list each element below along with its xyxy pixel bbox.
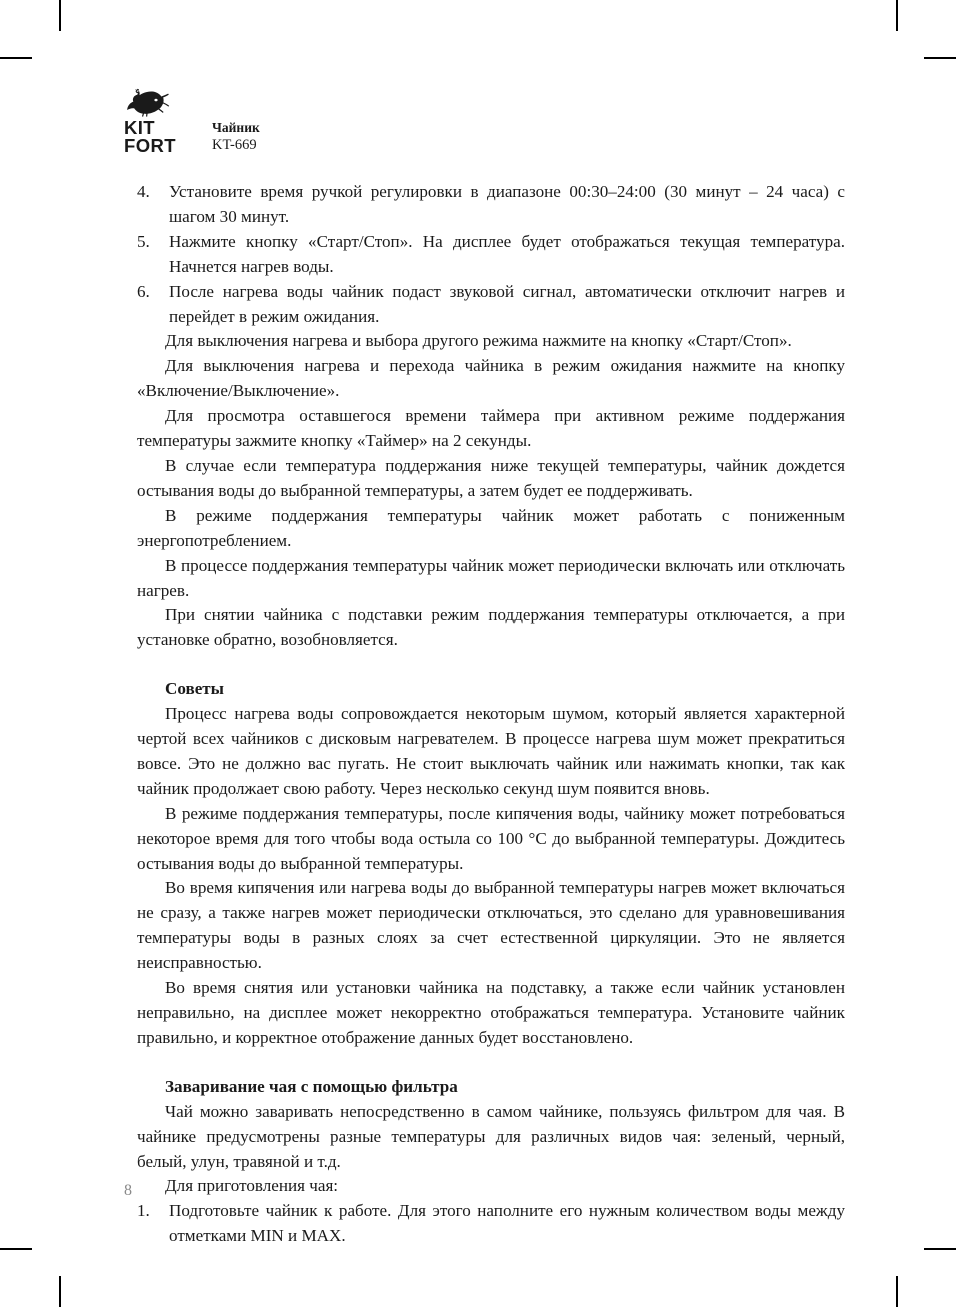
section-spacer (137, 1051, 845, 1075)
page-body (137, 180, 845, 1249)
crop-mark-top-left-vertical (59, 0, 61, 31)
list-item-number: 1. (137, 1201, 150, 1221)
paragraph: В случае если температура поддержания ниже текущей температуры, чайник дождется остывания воды до выбранной температуры, а затем будет ее поддерживать. (137, 455, 845, 500)
brand-word-kit: KIT (124, 117, 156, 138)
page-number: 8 (124, 1182, 132, 1199)
paragraph: Для выключения нагрева и перехода чайника в режим ожидания нажмите на кнопку «Включение/Выключение». (137, 356, 845, 401)
paragraph: В режиме поддержания температуры чайник может работать с пониженным энергопотреблением. (137, 505, 845, 550)
crop-mark-bottom-left-horizontal (0, 1248, 32, 1250)
paragraph: Для приготовления чая: (165, 1176, 339, 1196)
list-item-number: 6. (137, 281, 150, 301)
crop-mark-bottom-left-vertical (59, 1276, 61, 1307)
paragraph: В режиме поддержания температуры, после кипячения воды, чайнику может потребоваться некоторое время для того чтобы вода остыла со 100 °C до выбранной температуры. Дождитесь остывания воды до выбранной температуры. (137, 803, 845, 873)
list-item (137, 1199, 845, 1249)
list-item-text: После нагрева воды чайник подаст звуковой сигнал, автоматически отключит нагрев и перейдет в режим ожидания. (169, 281, 845, 326)
paragraph: Для выключения нагрева и выбора другого режима нажмите на кнопку «Старт/Стоп». (165, 331, 792, 351)
list-item-number: 5. (137, 231, 150, 251)
list-item (137, 230, 845, 280)
list-item-text: Подготовьте чайник к работе. Для этого наполните его нужным количеством воды между отметками MIN и MAX. (169, 1201, 845, 1246)
list-item (137, 180, 845, 230)
paragraph: Для просмотра оставшегося времени таймера при активном режиме поддержания температуры зажмите кнопку «Таймер» на 2 секунды. (137, 406, 845, 451)
page-header (124, 88, 260, 155)
paragraph: В процессе поддержания температуры чайник может периодически включать или отключать нагрев. (137, 555, 845, 600)
paragraph: Во время кипячения или нагрева воды до выбранной температуры нагрев может включаться не сразу, а также нагрев может периодически отключаться, это сделано для уравновешивания температуры воды в разных слоях за счет естественной циркуляции. Это не является неисправностью. (137, 878, 845, 973)
list-item-number: 4. (137, 182, 150, 201)
product-model: KT-669 (212, 137, 257, 153)
brand-logo (124, 88, 198, 155)
section-heading-tea-brewing: Заваривание чая с помощью фильтра (165, 1076, 458, 1096)
whale-icon (126, 88, 178, 118)
crop-mark-top-left-horizontal (0, 57, 32, 59)
list-item-text: Установите время ручкой регулировки в диапазоне 00:30–24:00 (30 минут – 24 часа) с шагом 30 минут. (169, 182, 845, 226)
section-spacer (137, 653, 845, 677)
list-item-text: Нажмите кнопку «Старт/Стоп». На дисплее будет отображаться текущая температура. Начнется нагрев воды. (169, 231, 845, 276)
crop-mark-bottom-right-horizontal (924, 1248, 956, 1250)
crop-mark-bottom-right-vertical (896, 1276, 898, 1307)
section-heading-tips: Советы (165, 679, 225, 699)
crop-mark-top-right-horizontal (924, 57, 956, 59)
list-item (137, 280, 845, 330)
paragraph: Процесс нагрева воды сопровождается некоторым шумом, который является характерной чертой всех чайников с дисковым нагревателем. В процессе нагрева шум может прекратиться вовсе. Это не должно вас пугать. Не стоит выключать чайник или нажимать кнопки, так как чайник продолжает свою работу. Через несколько секунд шум появится вновь. (137, 704, 845, 798)
paragraph: При снятии чайника с подставки режим поддержания температуры отключается, а при установке обратно, возобновляется. (137, 605, 845, 650)
product-name: Чайник (212, 120, 260, 135)
product-identification (212, 119, 260, 155)
brand-word-fort: FORT (124, 135, 176, 156)
paragraph: Чай можно заваривать непосредственно в самом чайнике, пользуясь фильтром для чая. В чайнике предусмотрены разные температуры для различных видов чая: зеленый, черный, белый, улун, травяной и т.д. (137, 1101, 845, 1171)
crop-mark-top-right-vertical (896, 0, 898, 31)
paragraph: Во время снятия или установки чайника на подставку, а также если чайник установлен неправильно, на дисплее может некорректно отображаться температура. Установите чайник правильно, и корректное отображение данных будет восстановлено. (137, 978, 845, 1047)
